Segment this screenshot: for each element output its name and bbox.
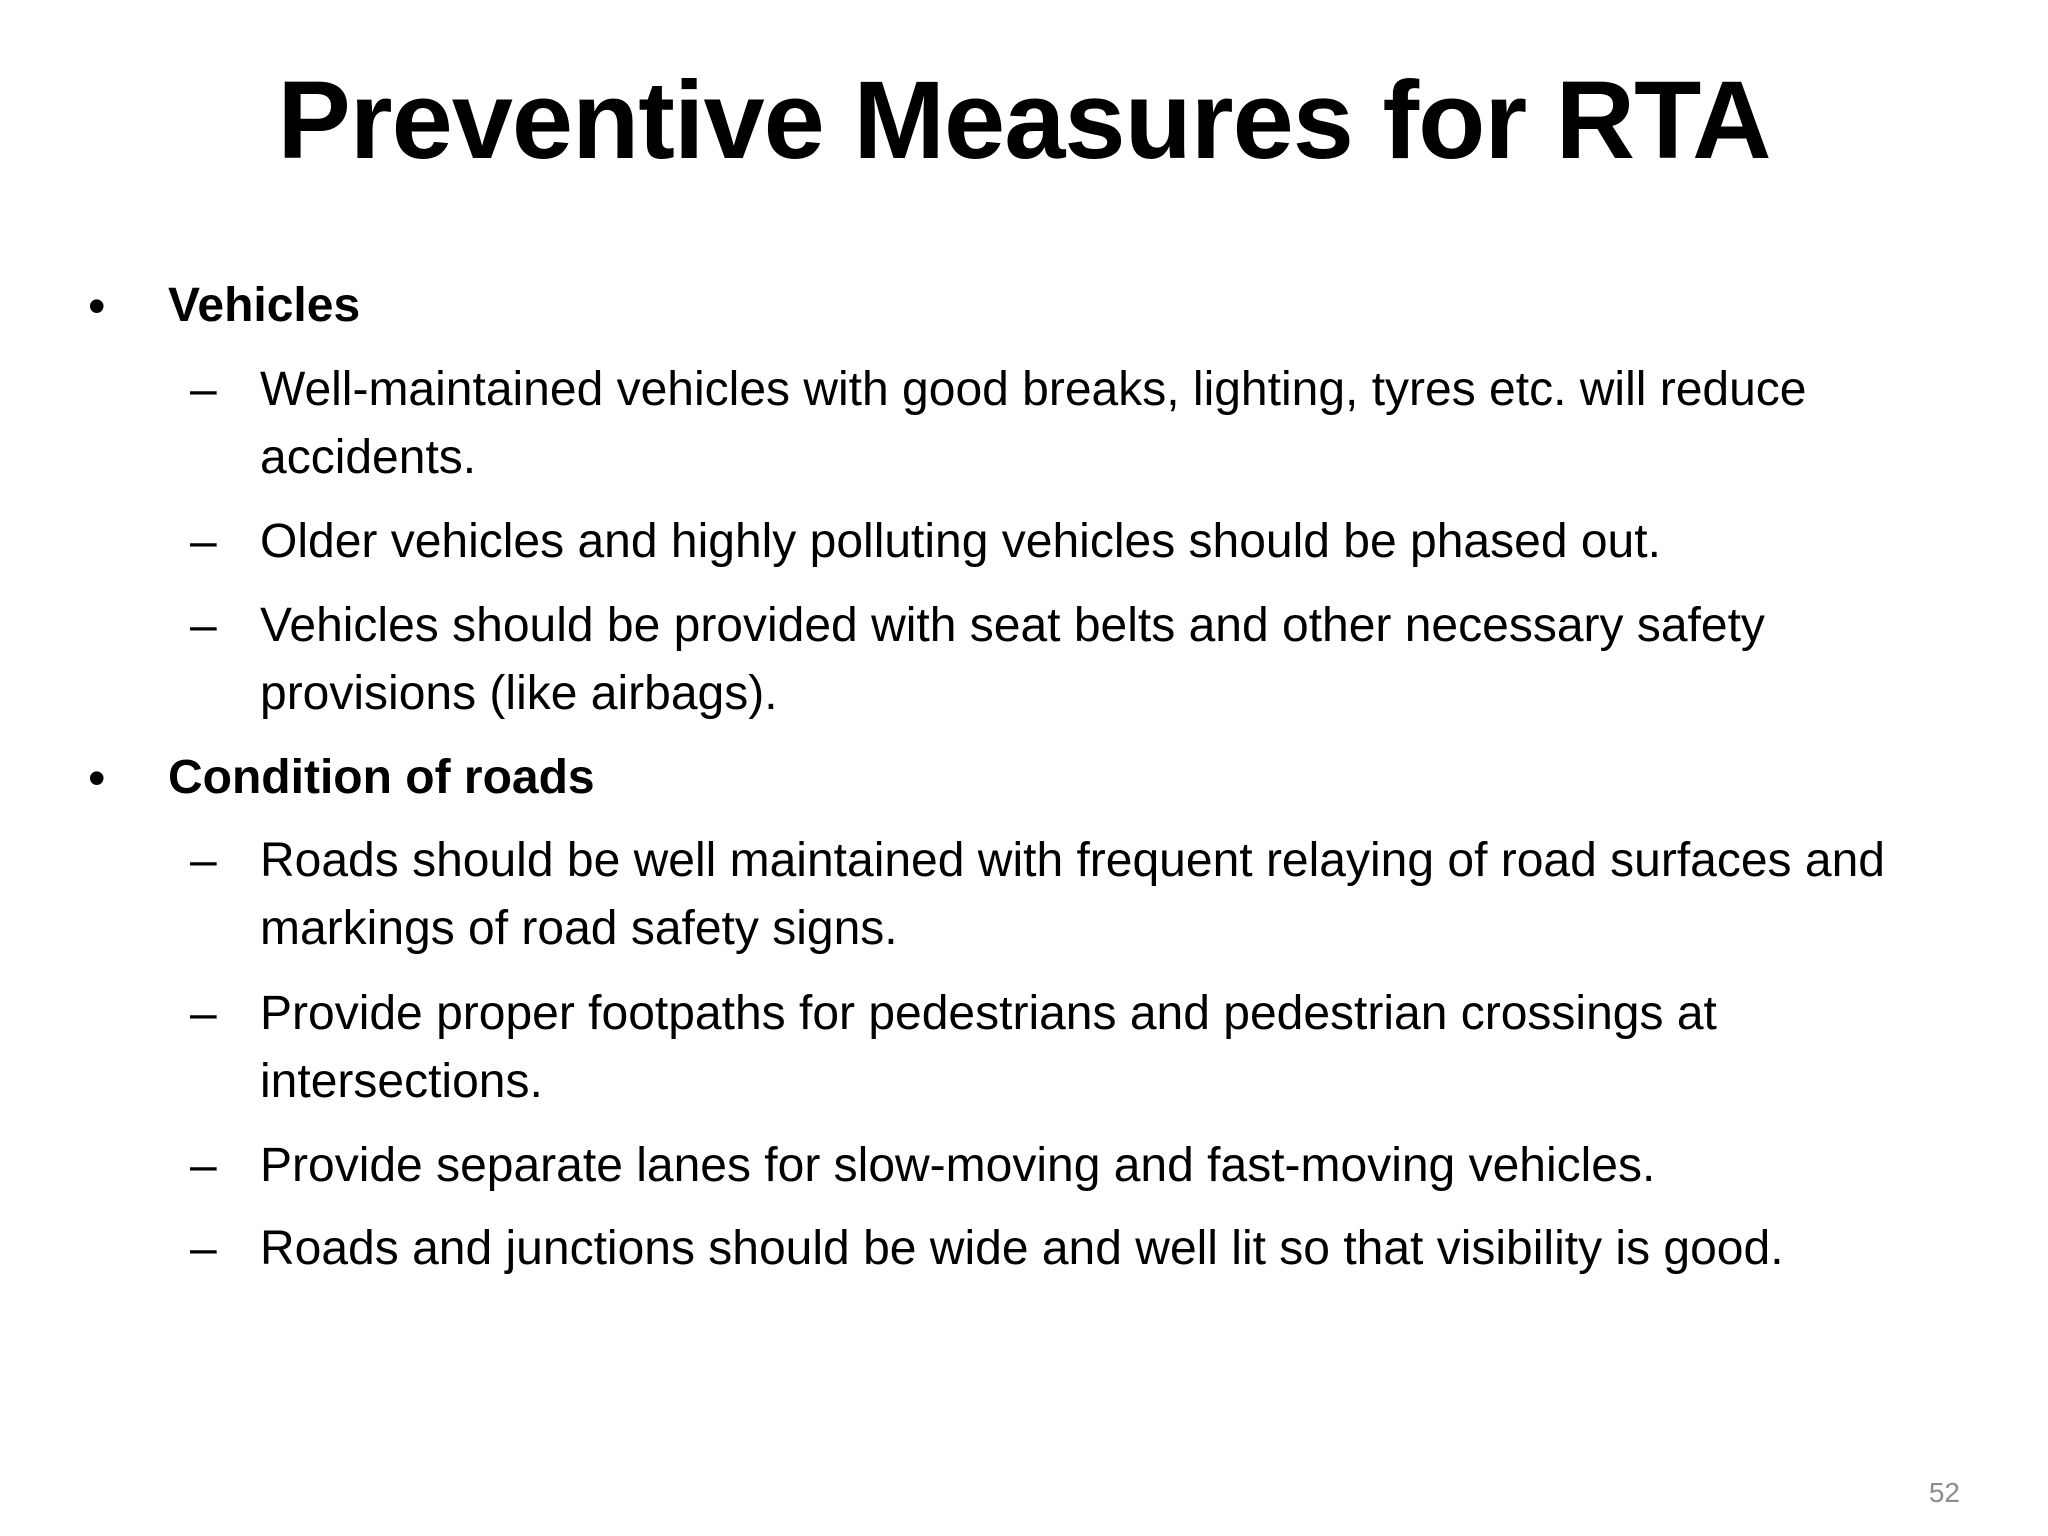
dash-marker: – xyxy=(190,987,217,1040)
sub-bullet-text: Roads and junctions should be wide and well lit so that visibility is good. xyxy=(260,1222,1784,1275)
dash-marker: – xyxy=(190,1222,217,1275)
sub-bullet-text: Well-maintained vehicles with good breaks, lighting, tyres etc. will reduce accidents. xyxy=(260,363,1807,484)
dash-marker: – xyxy=(190,599,217,652)
dash-marker: – xyxy=(190,363,217,416)
bullet-dot: • xyxy=(88,750,106,806)
section-heading-vehicles: Vehicles xyxy=(168,279,361,332)
sub-bullet-text: Roads should be well maintained with frequent relaying of road surfaces and markings of road safety signs. xyxy=(260,834,1885,955)
sub-bullet-text: Vehicles should be provided with seat belts and other necessary safety provisions (like airbags). xyxy=(260,599,1765,720)
section-heading-condition-of-roads: Condition of roads xyxy=(168,751,595,804)
dash-marker: – xyxy=(190,834,217,887)
sub-bullet-text: Provide separate lanes for slow-moving and fast-moving vehicles. xyxy=(260,1139,1656,1192)
dash-marker: – xyxy=(190,515,217,568)
dash-marker: – xyxy=(190,1139,217,1192)
slide-title: Preventive Measures for RTA xyxy=(277,59,1771,182)
page-number: 52 xyxy=(1928,1477,1960,1508)
bullet-dot: • xyxy=(88,278,106,334)
sub-bullet-text: Older vehicles and highly polluting vehicles should be phased out. xyxy=(260,515,1661,568)
sub-bullet-text: Provide proper footpaths for pedestrians and pedestrian crossings at intersections. xyxy=(260,987,1717,1108)
